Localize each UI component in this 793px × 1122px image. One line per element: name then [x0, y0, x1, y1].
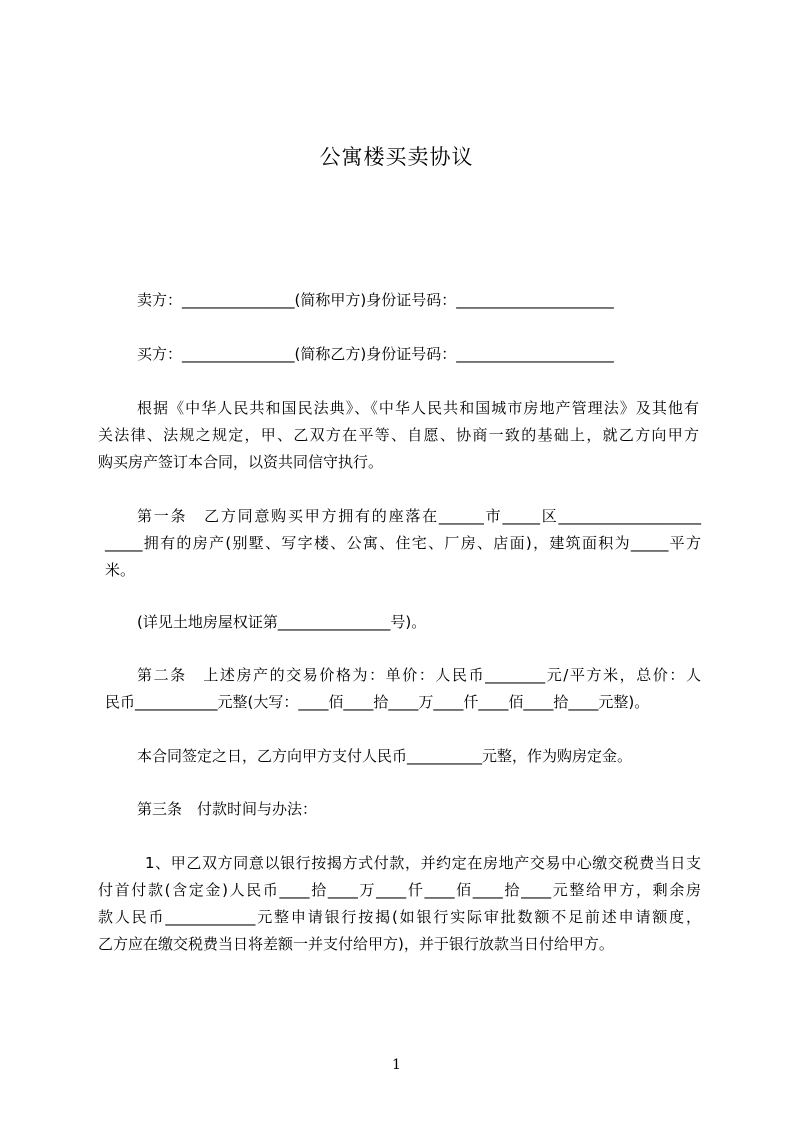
deposit-line: 本合同签定之日，乙方向甲方支付人民币__________元整，作为购房定金。: [137, 747, 633, 765]
seller-line: 卖方：_______________(简称甲方)身份证号码：_____________________: [137, 291, 614, 309]
preamble-line-2: 关法律、法规之规定，甲、乙双方在平等、自愿、协商一致的基础上，就乙方向甲方: [98, 426, 699, 444]
article2-line-1: 第二条 上述房产的交易价格为：单价：人民币________元/平方米，总价：人: [137, 666, 701, 684]
article1-line-3: 米。: [105, 561, 136, 579]
article2-line-2: 民币___________元整(大写：____佰____拾____万____仟____佰____拾____元整)。: [105, 693, 650, 711]
article3-item1-line-4: 乙方应在缴交税费当日将差额一并支付给甲方)，并于银行放款当日付给甲方。: [98, 935, 614, 953]
article1-line-1: 第一条 乙方同意购买甲方拥有的座落在______市_____区___________________: [137, 507, 701, 525]
certificate-line: (详见土地房屋权证第_______________号)。: [137, 613, 427, 631]
article3-item1-line-3: 款人民币____________元整申请银行按揭(如银行实际审批数额不足前述申请额度，: [98, 908, 701, 926]
buyer-line: 买方：_______________(简称乙方)身份证号码：_____________________: [137, 345, 614, 363]
preamble-line-1: 根据《中华人民共和国民法典》、《中华人民共和国城市房地产管理法》及其他有: [137, 399, 699, 417]
preamble-line-3: 购买房产签订本合同，以资共同信守执行。: [98, 453, 384, 471]
document-title: 公寓楼买卖协议: [319, 145, 474, 169]
article1-line-2: _____拥有的房产(别墅、写字楼、公寓、住宅、厂房、店面)，建筑面积为_____平方: [105, 534, 701, 552]
page-number: 1: [392, 1057, 401, 1073]
article3-item1-line-1: 1、甲乙双方同意以银行按揭方式付款，并约定在房地产交易中心缴交税费当日支: [145, 854, 701, 872]
article3-title: 第三条 付款时间与办法：: [137, 800, 318, 818]
article3-item1-line-2: 付首付款(含定金)人民币____拾____万____仟____佰____拾____元整给甲方，剩余房: [98, 881, 701, 899]
